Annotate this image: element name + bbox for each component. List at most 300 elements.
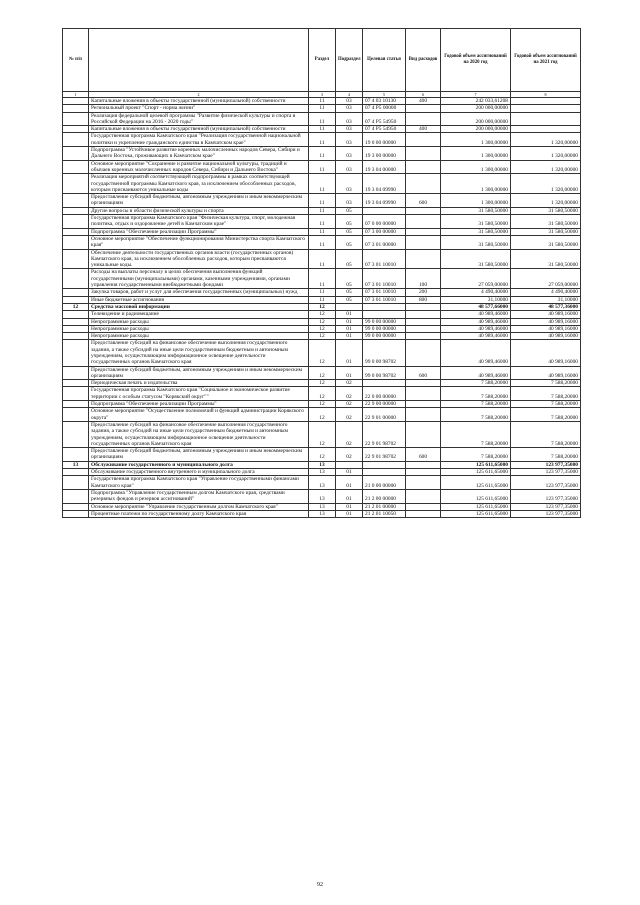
amount-2021: 123 977,35000 — [511, 510, 581, 517]
table-row — [63, 325, 581, 332]
expense-name: Другие вопросы в области физической культуры и спорта — [89, 207, 309, 214]
target-article: 07 0 00 00000 — [363, 215, 406, 229]
table-row — [63, 174, 581, 194]
amount-2021: 7 588,20000 — [511, 380, 581, 387]
amount-2021: 1 320,00000 — [511, 174, 581, 194]
subsection-code: 05 — [336, 207, 363, 214]
row-number — [63, 387, 89, 401]
amount-2020: 27 059,00000 — [441, 269, 511, 289]
amount-2020: 4 490,40000 — [441, 289, 511, 296]
amount-2021: 31 580,50000 — [511, 249, 581, 269]
subsection-code: 03 — [336, 174, 363, 194]
amount-2021: 123 977,35000 — [511, 469, 581, 476]
section-code: 11 — [309, 215, 336, 229]
expense-name: Реализация мероприятий соответствующей подпрограммы в рамках соответствующей государственной программы Камчатского края, за исключением обособленных расходов, которым присваиваются уникальные коды — [89, 174, 309, 194]
amount-2021: 31 580,50000 — [511, 228, 581, 235]
amount-2020: 40 989,46000 — [441, 366, 511, 380]
amount-2020: 40 989,46000 — [441, 340, 511, 366]
row-number — [63, 318, 89, 325]
amount-2021: 31 580,50000 — [511, 235, 581, 249]
row-number — [63, 366, 89, 380]
section-code: 11 — [309, 126, 336, 133]
subsection-code: 05 — [336, 289, 363, 296]
amount-2021: 7 588,20000 — [511, 421, 581, 447]
amount-2021: 40 989,16000 — [511, 325, 581, 332]
subsection-code: 03 — [336, 194, 363, 208]
amount-2020: 125 611,65000 — [441, 476, 511, 490]
amount-2020: 31 580,50000 — [441, 235, 511, 249]
table-row — [63, 380, 581, 387]
amount-2020: 40 989,46000 — [441, 333, 511, 340]
expense-type-code: 200 — [406, 289, 441, 296]
row-number — [63, 380, 89, 387]
amount-2021: 123 977,35000 — [511, 461, 581, 468]
section-code: 13 — [309, 476, 336, 490]
expense-name: Предоставление субсидий бюджетным, автономным учреждениям и иным некоммерческим организациям — [89, 194, 309, 208]
expense-name: Государственная программа Камчатского края "Реализация государственной национальной политики и укрепление гражданского единства в Камчатском крае" — [89, 133, 309, 147]
section-code: 12 — [309, 448, 336, 462]
target-article: 07 3 01 10010 — [363, 249, 406, 269]
table-row — [63, 147, 581, 161]
amount-2021: 48 577,36000 — [511, 303, 581, 310]
row-number — [63, 489, 89, 503]
subsection-code: 05 — [336, 235, 363, 249]
target-article: 19 3 00 00000 — [363, 147, 406, 161]
amount-2020: 7 588,20000 — [441, 401, 511, 408]
table-row — [63, 269, 581, 289]
row-number — [63, 469, 89, 476]
table-row — [63, 249, 581, 269]
section-code: 11 — [309, 235, 336, 249]
row-number — [63, 235, 89, 249]
table-row — [63, 235, 581, 249]
amount-2020: 40 989,46000 — [441, 311, 511, 318]
expense-type-code — [406, 249, 441, 269]
amount-2020: 7 588,20000 — [441, 448, 511, 462]
expense-name: Основное мероприятие "Осуществление полномочий и функций администрации Корякского округа" — [89, 408, 309, 422]
section-code: 11 — [309, 228, 336, 235]
amount-2021: 7 588,20000 — [511, 408, 581, 422]
subsection-code: 01 — [336, 318, 363, 325]
expense-type-code: 100 — [406, 269, 441, 289]
subsection-code: 01 — [336, 340, 363, 366]
expense-name: Предоставление субсидий бюджетным, автономным учреждениям и иным некоммерческим организациям — [89, 448, 309, 462]
target-article: 21 0 00 00000 — [363, 476, 406, 490]
expense-name: Предоставление субсидий на финансовое обеспечение выполнения государственного задания, а также субсидий на иные цели государственным бюджетным и автономным учреждениям, осуществляющим информационное освещение деятельности государственных органов Камчатского края — [89, 340, 309, 366]
subsection-code: 03 — [336, 98, 363, 105]
target-article: 22 9 01 98702 — [363, 448, 406, 462]
target-article: 21 2 01 00000 — [363, 503, 406, 510]
target-article: 07 3 01 00000 — [363, 235, 406, 249]
section-code: 12 — [309, 387, 336, 401]
expense-type-code — [406, 401, 441, 408]
section-code: 12 — [309, 303, 336, 310]
amount-2020: 1 300,00000 — [441, 194, 511, 208]
amount-2020: 125 611,65000 — [441, 489, 511, 503]
section-code: 12 — [309, 380, 336, 387]
expense-type-code — [406, 408, 441, 422]
expense-name: Государственная программа Камчатского края "Социальное и экономическое развитие территории с особым статусом "Корякский округ"" — [89, 387, 309, 401]
amount-2020: 125 611,65000 — [441, 461, 511, 468]
table-row — [63, 401, 581, 408]
expense-name: Обслуживание государственного и муниципального долга — [89, 461, 309, 468]
subsection-code: 05 — [336, 228, 363, 235]
expense-name: Государственная программа Камчатского края "Управление государственными финансами Камчатского края" — [89, 476, 309, 490]
amount-2021: 31 580,50000 — [511, 207, 581, 214]
subsection-code — [336, 461, 363, 468]
row-number: 12 — [63, 303, 89, 310]
expense-type-code — [406, 303, 441, 310]
expense-name: Основное мероприятие "Обеспечение функционирования Министерства спорта Камчатского края" — [89, 235, 309, 249]
subsection-code: 02 — [336, 380, 363, 387]
expense-type-code — [406, 105, 441, 112]
table-row — [63, 207, 581, 214]
amount-2020: 7 588,20000 — [441, 387, 511, 401]
amount-2020: 200 000,00000 — [441, 105, 511, 112]
amount-2021: 40 989,16000 — [511, 311, 581, 318]
table-row — [63, 387, 581, 401]
section-code: 11 — [309, 194, 336, 208]
amount-2020: 31 580,50000 — [441, 228, 511, 235]
target-article: 99 0 00 00000 — [363, 318, 406, 325]
target-article: 19 3 04 09990 — [363, 194, 406, 208]
section-code: 13 — [309, 503, 336, 510]
amount-2021: 27 059,00000 — [511, 269, 581, 289]
row-number — [63, 421, 89, 447]
amount-2021: 1 320,00000 — [511, 194, 581, 208]
amount-2021 — [511, 105, 581, 112]
row-number: 13 — [63, 461, 89, 468]
table-row — [63, 333, 581, 340]
subsection-code: 05 — [336, 215, 363, 229]
header-subsection: Подраздел — [336, 29, 363, 92]
table-row — [63, 489, 581, 503]
target-article: 07 3 01 10010 — [363, 296, 406, 303]
section-code: 12 — [309, 325, 336, 332]
subsection-code: 01 — [336, 510, 363, 517]
target-article: 99 0 00 98702 — [363, 366, 406, 380]
table-row — [63, 503, 581, 510]
table-row — [63, 340, 581, 366]
subsection-code: 05 — [336, 269, 363, 289]
expense-name: Закупка товаров, работ и услуг для обеспечения государственных (муниципальных) нужд — [89, 289, 309, 296]
subsection-code: 03 — [336, 126, 363, 133]
amount-2021: 1 320,00000 — [511, 147, 581, 161]
expense-type-code: 600 — [406, 194, 441, 208]
amount-2020: 125 611,65000 — [441, 469, 511, 476]
amount-2020: 200 000,00000 — [441, 112, 511, 126]
target-article: 07 4 03 10130 — [363, 98, 406, 105]
expense-type-code — [406, 147, 441, 161]
section-code: 11 — [309, 133, 336, 147]
amount-2020: 40 989,46000 — [441, 325, 511, 332]
expense-name: Подпрограмма "Управление государственным долгом Камчатского края, средствами резервных фондов и резервов ассигнований" — [89, 489, 309, 503]
table-row — [63, 215, 581, 229]
section-code: 12 — [309, 311, 336, 318]
amount-2020: 125 611,65000 — [441, 510, 511, 517]
expense-type-code — [406, 476, 441, 490]
table-header-row — [63, 29, 581, 92]
target-article — [363, 469, 406, 476]
expense-type-code — [406, 174, 441, 194]
subsection-code: 05 — [336, 296, 363, 303]
table-row — [63, 126, 581, 133]
row-number — [63, 133, 89, 147]
amount-2021: 31 580,50000 — [511, 215, 581, 229]
expense-name: Государственная программа Камчатского края "Физическая культура, спорт, молодежная политика, отдых и оздоровление детей в Камчатском крае" — [89, 215, 309, 229]
row-number — [63, 340, 89, 366]
expense-name: Периодическая печать и издательства — [89, 380, 309, 387]
header-name — [89, 29, 309, 92]
target-article: 07 4 P5 54950 — [363, 112, 406, 126]
subsection-code: 01 — [336, 333, 363, 340]
expense-type-code — [406, 160, 441, 174]
amount-2020: 1 300,00000 — [441, 147, 511, 161]
expense-type-code: 400 — [406, 126, 441, 133]
header-section: Раздел — [309, 29, 336, 92]
row-number — [63, 510, 89, 517]
subsection-code: 01 — [336, 489, 363, 503]
subsection-code: 03 — [336, 112, 363, 126]
subsection-code: 01 — [336, 469, 363, 476]
column-number: 1 — [63, 92, 89, 98]
expense-name: Непрограммные расходы — [89, 325, 309, 332]
amount-2020: 1 300,00000 — [441, 133, 511, 147]
target-article: 22 9 01 00000 — [363, 408, 406, 422]
table-row — [63, 160, 581, 174]
expense-type-code — [406, 112, 441, 126]
row-number — [63, 296, 89, 303]
table-row — [63, 366, 581, 380]
amount-2020: 31,10000 — [441, 296, 511, 303]
section-code: 12 — [309, 366, 336, 380]
expense-name: Телевидение и радиовещание — [89, 311, 309, 318]
expense-name: Подпрограмма "Обеспечение реализации Программы" — [89, 228, 309, 235]
table-row — [63, 421, 581, 447]
expense-type-code: 600 — [406, 366, 441, 380]
expense-type-code — [406, 318, 441, 325]
expense-type-code: 400 — [406, 98, 441, 105]
column-number: 8 — [511, 92, 581, 98]
row-number — [63, 311, 89, 318]
row-number — [63, 503, 89, 510]
target-article: 07 3 01 10010 — [363, 269, 406, 289]
target-article: 07 4 P5 00000 — [363, 105, 406, 112]
section-code: 12 — [309, 401, 336, 408]
amount-2021 — [511, 98, 581, 105]
amount-2021 — [511, 112, 581, 126]
expense-type-code — [406, 311, 441, 318]
table-row — [63, 228, 581, 235]
expense-type-code — [406, 387, 441, 401]
amount-2020: 1 300,00000 — [441, 174, 511, 194]
target-article: 99 0 00 00000 — [363, 325, 406, 332]
section-code: 12 — [309, 408, 336, 422]
subsection-code: 01 — [336, 311, 363, 318]
table-row — [63, 133, 581, 147]
expense-type-code — [406, 510, 441, 517]
target-article: 19 3 04 00000 — [363, 160, 406, 174]
column-number: 7 — [441, 92, 511, 98]
subsection-code: 01 — [336, 325, 363, 332]
subsection-code: 01 — [336, 503, 363, 510]
table-row — [63, 448, 581, 462]
expense-type-code — [406, 469, 441, 476]
expense-type-code — [406, 215, 441, 229]
section-code: 12 — [309, 340, 336, 366]
section-code: 13 — [309, 489, 336, 503]
row-number — [63, 476, 89, 490]
amount-2021: 7 588,20000 — [511, 387, 581, 401]
section-code: 11 — [309, 174, 336, 194]
section-code: 12 — [309, 333, 336, 340]
subsection-code: 02 — [336, 401, 363, 408]
column-number: 2 — [89, 92, 309, 98]
target-article: 07 3 00 00000 — [363, 228, 406, 235]
expense-type-code — [406, 489, 441, 503]
expense-name: Обслуживание государственного внутреннего и муниципального долга — [89, 469, 309, 476]
header-code: № п/п — [63, 29, 89, 92]
amount-2020: 31 580,50000 — [441, 207, 511, 214]
amount-2021: 123 977,35000 — [511, 503, 581, 510]
table-row — [63, 289, 581, 296]
expense-type-code — [406, 503, 441, 510]
row-number — [63, 401, 89, 408]
expense-type-code — [406, 133, 441, 147]
row-number — [63, 174, 89, 194]
expense-type-code — [406, 325, 441, 332]
table-row — [63, 318, 581, 325]
amount-2021: 40 989,16000 — [511, 318, 581, 325]
amount-2021: 4 490,40000 — [511, 289, 581, 296]
budget-table — [62, 28, 581, 518]
header-article: Целевая статья — [363, 29, 406, 92]
section-code: 11 — [309, 249, 336, 269]
expense-name: Средства массовой информации — [89, 303, 309, 310]
target-article — [363, 380, 406, 387]
row-number — [63, 105, 89, 112]
amount-2021: 7 588,20000 — [511, 448, 581, 462]
amount-2021: 7 588,20000 — [511, 401, 581, 408]
table-row — [63, 112, 581, 126]
table-row — [63, 461, 581, 468]
row-number — [63, 289, 89, 296]
section-code: 13 — [309, 510, 336, 517]
expense-type-code — [406, 235, 441, 249]
section-code: 11 — [309, 269, 336, 289]
expense-name: Непрограммные расходы — [89, 333, 309, 340]
amount-2021: 1 320,00000 — [511, 160, 581, 174]
row-number — [63, 160, 89, 174]
subsection-code: 02 — [336, 387, 363, 401]
subsection-code — [336, 303, 363, 310]
section-code: 11 — [309, 160, 336, 174]
expense-name: Предоставление субсидий на финансовое обеспечение выполнения государственного задания, а также субсидий на иные цели государственным бюджетным и автономным учреждениям, осуществляющим информационное освещение деятельности государственных органов Камчатского края — [89, 421, 309, 447]
subsection-code: 03 — [336, 147, 363, 161]
target-article: 19 3 04 09990 — [363, 174, 406, 194]
header-volume-2020: Годовой объем ассигнований на 2020 год — [441, 29, 511, 92]
column-number: 3 — [309, 92, 336, 98]
table-row — [63, 105, 581, 112]
expense-type-code — [406, 380, 441, 387]
amount-2020: 7 588,20000 — [441, 408, 511, 422]
table-row — [63, 194, 581, 208]
column-number: 6 — [406, 92, 441, 98]
section-code: 11 — [309, 207, 336, 214]
section-code: 12 — [309, 318, 336, 325]
amount-2021: 31,10000 — [511, 296, 581, 303]
expense-name: Подпрограмма "Устойчивое развитие коренных малочисленных народов Севера, Сибири и Дальнего Востока, проживающих в Камчатском крае" — [89, 147, 309, 161]
table-row — [63, 408, 581, 422]
expense-type-code — [406, 340, 441, 366]
expense-name: Иные бюджетные ассигнования — [89, 296, 309, 303]
row-number — [63, 448, 89, 462]
subsection-code: 01 — [336, 366, 363, 380]
target-article: 07 3 01 10010 — [363, 289, 406, 296]
row-number — [63, 207, 89, 214]
row-number — [63, 408, 89, 422]
target-article: 22 9 00 00000 — [363, 401, 406, 408]
page-number: 92 — [317, 882, 323, 888]
amount-2020: 31 580,50000 — [441, 249, 511, 269]
expense-name: Расходы на выплаты персоналу в целях обеспечения выполнения функций государственными (муниципальными) органами, казенными учреждениями, органами управления государственными внебюджетными фондами — [89, 269, 309, 289]
target-article — [363, 311, 406, 318]
row-number — [63, 126, 89, 133]
expense-name: Реализация федеральной целевой программы "Развитие физической культуры и спорта в Российской Федерации на 2016 - 2020 годы" — [89, 112, 309, 126]
target-article: 99 0 00 98702 — [363, 340, 406, 366]
subsection-code: 03 — [336, 133, 363, 147]
target-article — [363, 303, 406, 310]
target-article: 22 9 01 98702 — [363, 421, 406, 447]
section-code: 11 — [309, 105, 336, 112]
subsection-code: 02 — [336, 421, 363, 447]
subsection-code: 03 — [336, 160, 363, 174]
amount-2020: 48 577,66000 — [441, 303, 511, 310]
amount-2020: 31 580,50000 — [441, 215, 511, 229]
table-row — [63, 476, 581, 490]
section-code: 12 — [309, 421, 336, 447]
target-article: 21 2 00 00000 — [363, 489, 406, 503]
row-number — [63, 269, 89, 289]
target-article: 07 4 P5 54950 — [363, 126, 406, 133]
section-code: 11 — [309, 296, 336, 303]
amount-2020: 1 300,00000 — [441, 160, 511, 174]
amount-2021: 123 977,35000 — [511, 476, 581, 490]
expense-name: Капитальные вложения в объекты государственной (муниципальной) собственности — [89, 98, 309, 105]
section-code: 11 — [309, 289, 336, 296]
table-row — [63, 303, 581, 310]
header-volume-2021: Годовой объем ассигнований на 2021 год — [511, 29, 581, 92]
expense-name: Капитальные вложения в объекты государственной (муниципальной) собственности — [89, 126, 309, 133]
expense-type-code: 600 — [406, 448, 441, 462]
header-expense-type: Вид расходов — [406, 29, 441, 92]
row-number — [63, 147, 89, 161]
expense-type-code: 800 — [406, 296, 441, 303]
section-code: 13 — [309, 461, 336, 468]
amount-2021: 1 320,00000 — [511, 133, 581, 147]
target-article: 19 0 00 00000 — [363, 133, 406, 147]
section-code: 13 — [309, 469, 336, 476]
target-article: 22 0 00 00000 — [363, 387, 406, 401]
amount-2020: 200 000,00000 — [441, 126, 511, 133]
expense-name: Непрограммные расходы — [89, 318, 309, 325]
section-code: 11 — [309, 98, 336, 105]
amount-2020: 40 989,46000 — [441, 318, 511, 325]
row-number — [63, 98, 89, 105]
subsection-code: 01 — [336, 476, 363, 490]
expense-name: Обеспечение деятельности государственных органов власти (государственных органов) Камчатского края, за исключением обособленных расходов, которым присваиваются уникальные коды. — [89, 249, 309, 269]
expense-name: Подпрограмма "Обеспечение реализации Программы" — [89, 401, 309, 408]
